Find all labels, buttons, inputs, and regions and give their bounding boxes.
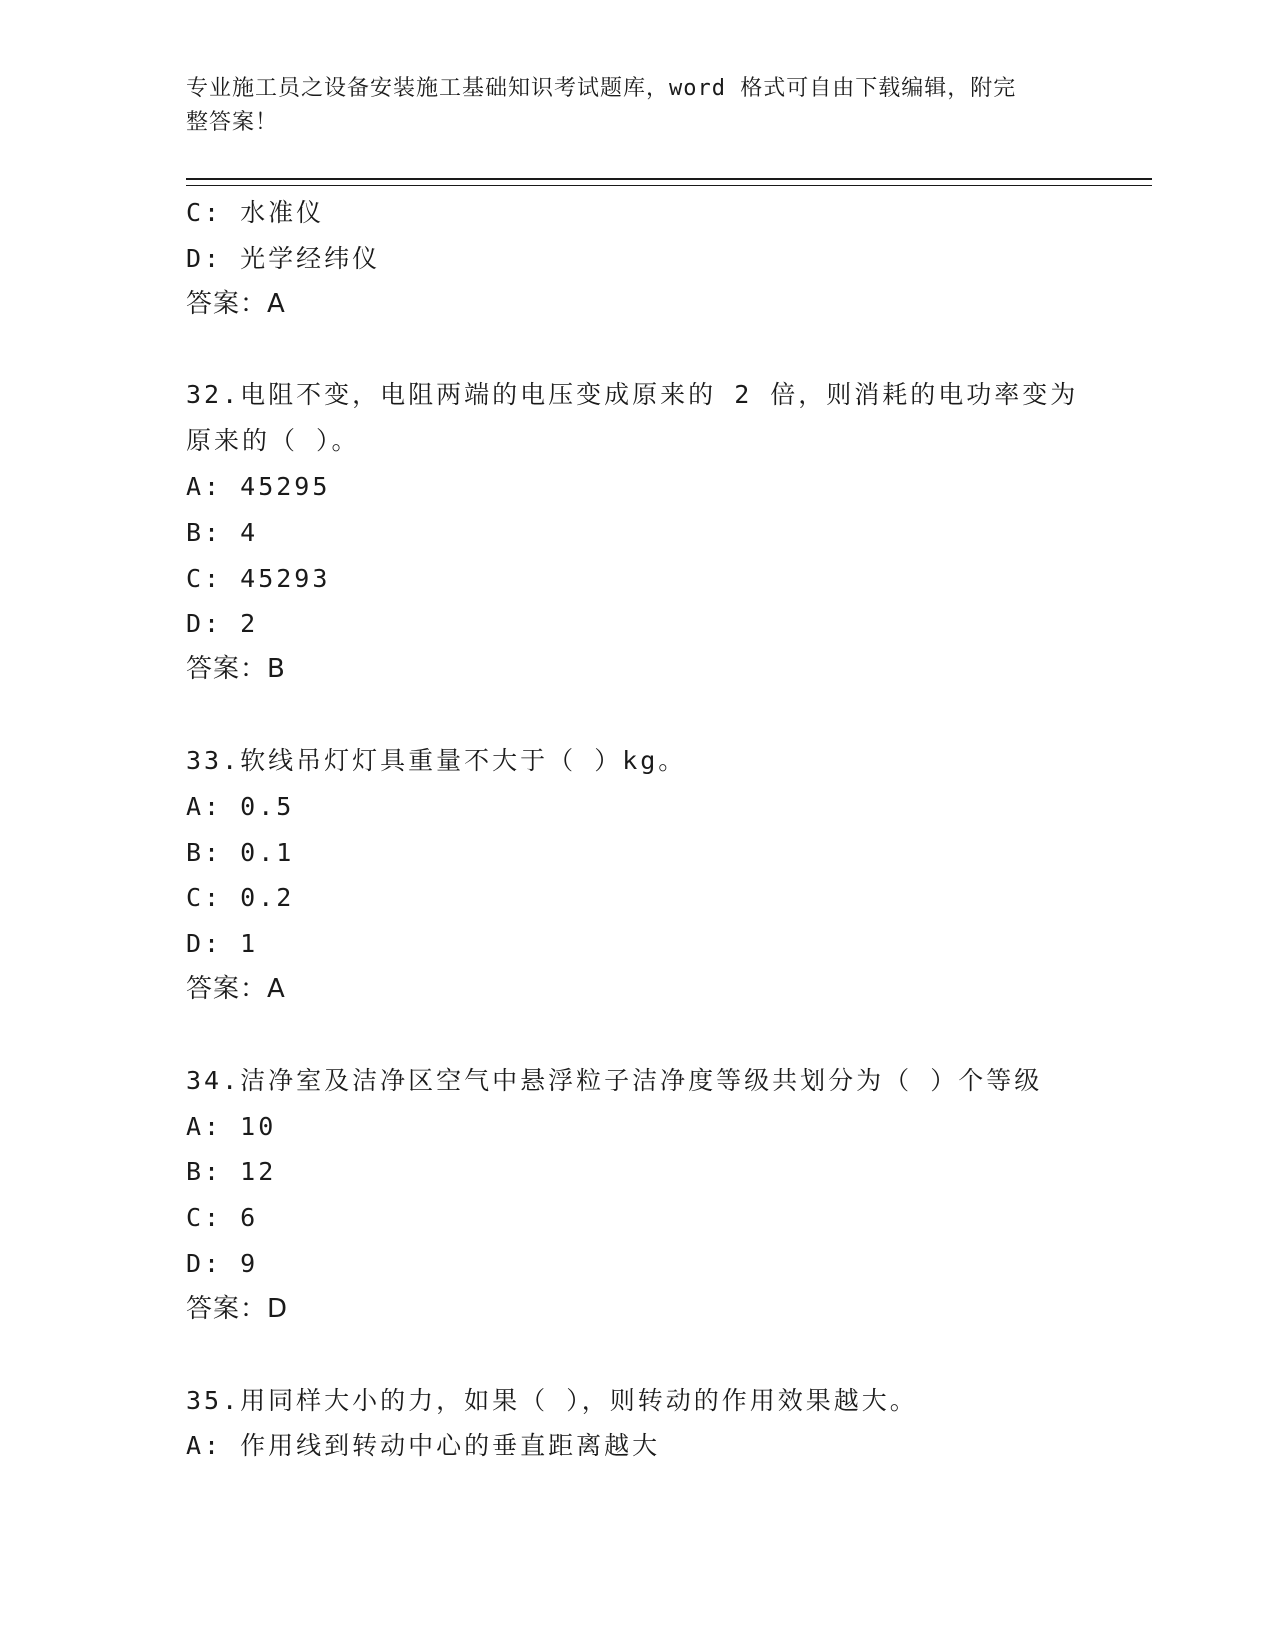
question-32: [186, 372, 1146, 693]
option-d: D: 9: [186, 1248, 259, 1278]
option-a: A: 0.5: [186, 791, 295, 821]
option-c: C: 0.2: [186, 883, 295, 913]
question-35: [186, 1378, 1146, 1470]
answer: 答案：B: [186, 654, 286, 685]
option-c: C: 45293: [186, 563, 331, 593]
question-stem-line-2: 原来的（ ）。: [186, 426, 360, 456]
option-a: A: 作用线到转动中心的垂直距离越大: [186, 1431, 661, 1461]
option-d: D: 1: [186, 929, 259, 959]
header-line-1: 专业施工员之设备安装施工基础知识考试题库，word 格式可自由下载编辑，附完: [186, 76, 1017, 101]
question-31-tail: [186, 190, 1146, 327]
question-33: [186, 738, 1146, 1013]
option-a: A: 45295: [186, 471, 331, 501]
option-c: C: 6: [186, 1203, 259, 1233]
answer: 答案：D: [186, 1293, 289, 1324]
option-d: D: 2: [186, 609, 259, 639]
question-34: [186, 1058, 1146, 1333]
document-header: [186, 72, 1066, 140]
option-d: D: 光学经纬仪: [186, 243, 381, 273]
option-c: C: 水准仪: [186, 198, 325, 227]
question-stem: 35.用同样大小的力，如果（ ），则转动的作用效果越大。: [186, 1385, 918, 1415]
answer: 答案：A: [186, 288, 286, 319]
question-list: [186, 190, 1146, 1469]
spacer: [186, 327, 1146, 372]
header-line-2: 整答案！: [186, 110, 279, 135]
spacer: [186, 1333, 1146, 1378]
spacer: [186, 693, 1146, 738]
answer: 答案：A: [186, 973, 286, 1004]
option-b: B: 4: [186, 517, 259, 547]
header-divider: [186, 178, 1152, 186]
question-stem-line-1: 32.电阻不变，电阻两端的电压变成原来的 2 倍，则消耗的电功率变为: [186, 380, 1079, 410]
option-a: A: 10: [186, 1111, 277, 1141]
option-b: B: 12: [186, 1157, 277, 1187]
spacer: [186, 1013, 1146, 1058]
question-stem: 34.洁净室及洁净区空气中悬浮粒子洁净度等级共划分为（ ）个等级: [186, 1065, 1043, 1095]
option-b: B: 0.1: [186, 837, 295, 867]
question-stem: 33.软线吊灯灯具重量不大于（ ）kg。: [186, 745, 687, 775]
